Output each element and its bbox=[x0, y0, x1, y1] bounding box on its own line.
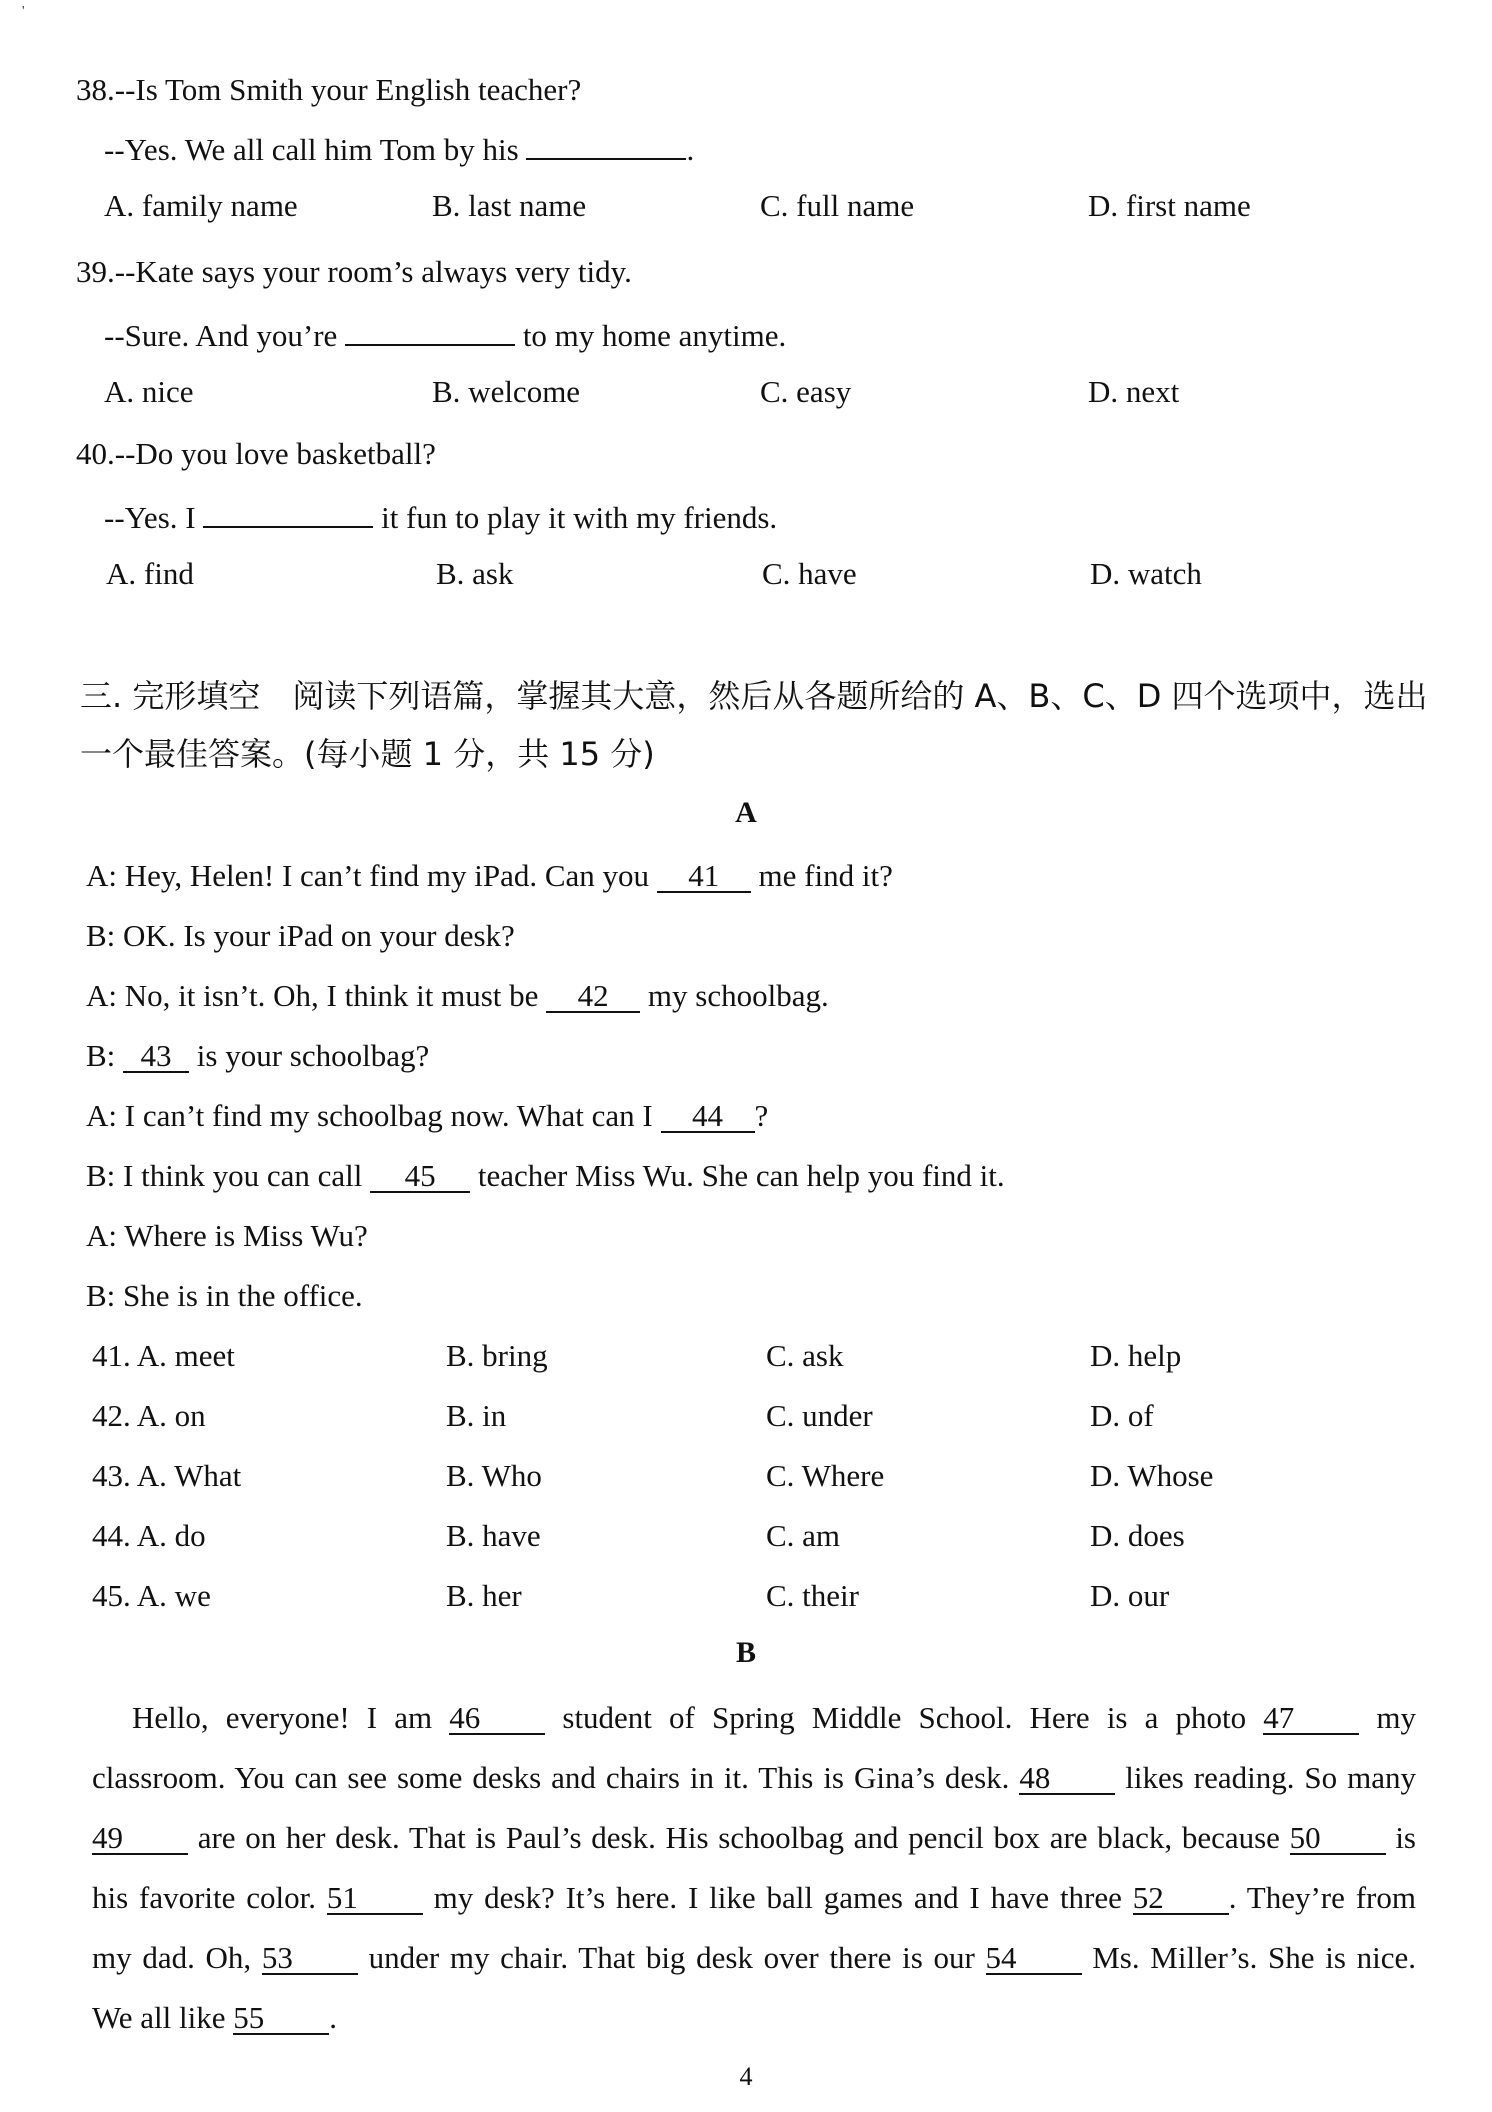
passage-text: . bbox=[329, 2000, 338, 2035]
numbered-blank: 42 bbox=[546, 979, 640, 1013]
passage-text: . They’re from bbox=[1228, 1880, 1416, 1915]
dialogue-line bbox=[86, 856, 893, 896]
passage-text: is bbox=[1385, 1820, 1416, 1855]
option-b: B. Who bbox=[446, 1458, 542, 1493]
numbered-blank: 55 bbox=[233, 2001, 329, 2035]
question-40-line-1 bbox=[76, 434, 436, 474]
dialogue-line bbox=[86, 1156, 1005, 1196]
question-text: it fun to play it with my friends. bbox=[381, 500, 778, 535]
passage-line bbox=[92, 1928, 1416, 1988]
option-d: D. of bbox=[1090, 1398, 1154, 1433]
option-c: C. full name bbox=[760, 188, 915, 223]
dialogue-text: my schoolbag. bbox=[647, 978, 829, 1013]
option-c: C. easy bbox=[760, 374, 852, 409]
option-c: C. have bbox=[762, 556, 857, 591]
option-b: B. ask bbox=[436, 556, 514, 591]
section-instruction-line-1: 三. 完形填空 阅读下列语篇，掌握其大意，然后从各题所给的 A、B、C、D 四个选项中，选出 bbox=[80, 677, 1428, 715]
passage-a-heading: A bbox=[735, 796, 757, 829]
question-number: 40. bbox=[76, 436, 115, 471]
question-number: 39. bbox=[76, 254, 115, 289]
numbered-blank: 53 bbox=[262, 1941, 358, 1975]
passage-text: Ms. Miller’s. She is nice. bbox=[1081, 1940, 1417, 1975]
dialogue-line bbox=[86, 1216, 368, 1256]
dialogue-text: A: Hey, Helen! I can’t find my iPad. Can you bbox=[86, 858, 650, 893]
passage-line bbox=[92, 1808, 1416, 1868]
option-a: 45. A. we bbox=[92, 1578, 211, 1613]
passage-line bbox=[96, 1688, 1416, 1748]
option-c: C. under bbox=[766, 1398, 873, 1433]
question-40-line-2 bbox=[104, 494, 777, 538]
numbered-blank: 44 bbox=[661, 1099, 755, 1133]
option-a: A. find bbox=[106, 556, 194, 591]
passage-text: student of Spring Middle School. Here is a photo bbox=[545, 1700, 1264, 1735]
numbered-blank: 43 bbox=[123, 1039, 189, 1073]
option-a: 41. A. meet bbox=[92, 1338, 235, 1373]
option-b: B. last name bbox=[432, 188, 587, 223]
dialogue-text: B: I think you can call bbox=[86, 1158, 363, 1193]
question-text: --Is Tom Smith your English teacher? bbox=[114, 72, 582, 107]
option-d: D. next bbox=[1088, 374, 1180, 409]
option-d: D. does bbox=[1090, 1518, 1185, 1553]
option-b: B. have bbox=[446, 1518, 541, 1553]
option-a: 43. A. What bbox=[92, 1458, 242, 1493]
option-c: C. ask bbox=[766, 1338, 844, 1373]
passage-text: classroom. You can see some desks and chairs in it. This is Gina’s desk. bbox=[92, 1760, 1020, 1795]
option-d: D. watch bbox=[1090, 556, 1202, 591]
passage-text: my dad. Oh, bbox=[92, 1940, 262, 1975]
dialogue-text: B: bbox=[86, 1038, 116, 1073]
dialogue-text: B: She is in the office. bbox=[86, 1278, 363, 1313]
option-c: C. am bbox=[766, 1518, 841, 1553]
corner-mark: ' bbox=[22, 4, 25, 19]
dialogue-text: ? bbox=[754, 1098, 769, 1133]
dialogue-text: A: Where is Miss Wu? bbox=[86, 1218, 368, 1253]
question-text: --Sure. And you’re bbox=[104, 318, 338, 353]
option-b: B. welcome bbox=[432, 374, 581, 409]
passage-b-text bbox=[92, 1688, 1417, 2048]
option-c: C. Where bbox=[766, 1458, 885, 1493]
numbered-blank: 47 bbox=[1263, 1701, 1359, 1735]
passage-text: are on her desk. That is Paul’s desk. His schoolbag and pencil box are black, because bbox=[188, 1820, 1290, 1855]
numbered-blank: 52 bbox=[1133, 1881, 1229, 1915]
option-d: D. first name bbox=[1088, 188, 1251, 223]
dialogue-text: A: No, it isn’t. Oh, I think it must be bbox=[86, 978, 539, 1013]
answer-blank bbox=[203, 494, 373, 528]
option-d: D. help bbox=[1090, 1338, 1182, 1373]
dialogue-line bbox=[86, 976, 829, 1016]
passage-text: We all like bbox=[92, 2000, 234, 2035]
question-text: to my home anytime. bbox=[522, 318, 787, 353]
option-b: B. in bbox=[446, 1398, 507, 1433]
question-text: --Do you love basketball? bbox=[114, 436, 436, 471]
option-a: 44. A. do bbox=[92, 1518, 206, 1553]
passage-text: under my chair. That big desk over there is our bbox=[357, 1940, 986, 1975]
numbered-blank: 41 bbox=[657, 859, 751, 893]
question-text: --Yes. I bbox=[104, 500, 196, 535]
question-39-line-2 bbox=[104, 312, 786, 356]
answer-blank bbox=[345, 312, 515, 346]
option-a: A. nice bbox=[104, 374, 194, 409]
dialogue-text: teacher Miss Wu. She can help you find it. bbox=[477, 1158, 1005, 1193]
option-c: C. their bbox=[766, 1578, 859, 1613]
dialogue-text: B: OK. Is your iPad on your desk? bbox=[86, 918, 515, 953]
dialogue-line bbox=[86, 916, 515, 956]
question-number: 38. bbox=[76, 72, 115, 107]
passage-text: my bbox=[1359, 1700, 1416, 1735]
numbered-blank: 49 bbox=[92, 1821, 188, 1855]
passage-text: his favorite color. bbox=[92, 1880, 327, 1915]
numbered-blank: 54 bbox=[986, 1941, 1082, 1975]
section-instruction-line-2: 一个最佳答案。(每小题 1 分，共 15 分) bbox=[80, 735, 655, 773]
passage-b-heading: B bbox=[735, 1636, 756, 1669]
passage-line bbox=[92, 1748, 1416, 1808]
option-a: 42. A. on bbox=[92, 1398, 206, 1433]
option-b: B. her bbox=[446, 1578, 522, 1613]
option-a: A. family name bbox=[104, 188, 298, 223]
dialogue-line bbox=[86, 1036, 429, 1076]
passage-text: my desk? It’s here. I like ball games and I have three bbox=[422, 1880, 1133, 1915]
numbered-blank: 46 bbox=[449, 1701, 545, 1735]
passage-line bbox=[92, 1868, 1416, 1928]
dialogue-line bbox=[86, 1276, 363, 1316]
question-38-line-1 bbox=[76, 70, 581, 110]
dialogue-text: A: I can’t find my schoolbag now. What can I bbox=[86, 1098, 653, 1133]
dialogue-text: is your schoolbag? bbox=[196, 1038, 430, 1073]
numbered-blank: 50 bbox=[1290, 1821, 1386, 1855]
passage-line bbox=[92, 1988, 1416, 2048]
numbered-blank: 45 bbox=[370, 1159, 470, 1193]
passage-text: likes reading. So many bbox=[1115, 1760, 1416, 1795]
question-text: --Kate says your room’s always very tidy. bbox=[114, 254, 632, 289]
question-39-line-1 bbox=[76, 252, 632, 292]
answer-blank bbox=[526, 126, 686, 160]
dialogue-line bbox=[86, 1096, 768, 1136]
numbered-blank: 51 bbox=[327, 1881, 423, 1915]
question-text: --Yes. We all call him Tom by his bbox=[104, 132, 519, 167]
passage-text: Hello, everyone! I am bbox=[132, 1700, 450, 1735]
option-b: B. bring bbox=[446, 1338, 548, 1373]
option-d: D. our bbox=[1090, 1578, 1170, 1613]
numbered-blank: 48 bbox=[1019, 1761, 1115, 1795]
dialogue-text: me find it? bbox=[758, 858, 893, 893]
question-text: . bbox=[686, 132, 695, 167]
option-d: D. Whose bbox=[1090, 1458, 1214, 1493]
page-number: 4 bbox=[739, 2062, 753, 2091]
question-38-line-2 bbox=[104, 126, 694, 170]
